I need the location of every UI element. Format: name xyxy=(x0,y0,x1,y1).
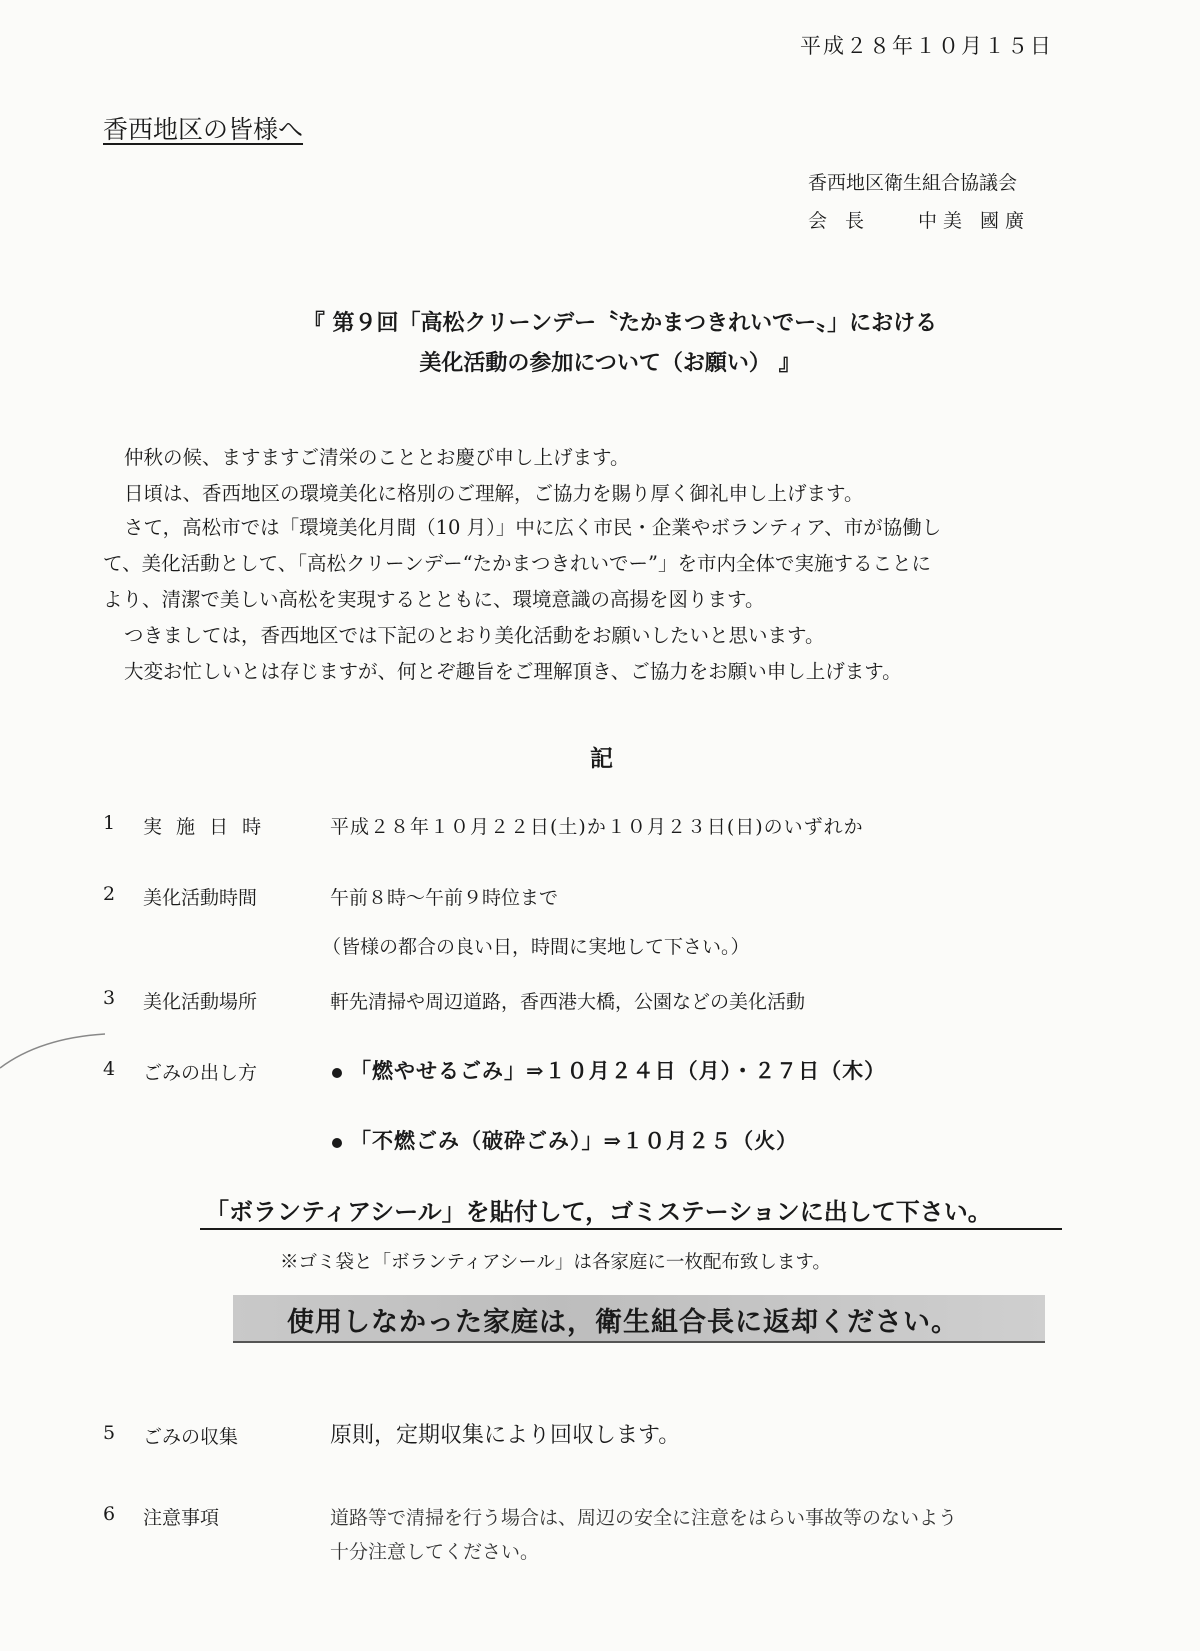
item-value-date: 平成２８年１０月２２日(土)か１０月２３日(日)のいずれか xyxy=(330,816,864,838)
body-paragraph-line: て、美化活動として、「高松クリーンデー“たかまつきれいでー”」を市内全体で実施することに xyxy=(103,552,932,575)
item-value-collection: 原則，定期収集により回収します。 xyxy=(330,1423,681,1448)
bullet-dot-icon xyxy=(332,1138,342,1148)
document-title-line1: 『 第９回「高松クリーンデー〝たかまつきれいでー〟」における xyxy=(302,310,938,336)
bullet-dot-icon xyxy=(332,1068,342,1078)
item-value-caution-line1: 道路等で清掃を行う場合は、周辺の安全に注意をはらい事故等のないよう xyxy=(330,1507,958,1529)
garbage-nonburnable-text: 「不燃ごみ（破砕ごみ）」⇒１０月２５（火） xyxy=(350,1128,799,1153)
garbage-nonburnable-item xyxy=(332,1125,798,1155)
item-number: 6 xyxy=(103,1503,116,1525)
body-paragraph-line: さて，高松市では「環境美化月間（10 月）」中に広く市民・企業やボランティア、市が協働し xyxy=(124,516,942,539)
item-value-place: 軒先清掃や周辺道路，香西港大橋，公園などの美化活動 xyxy=(330,991,806,1013)
return-notice: 使用しなかった家庭は，衛生組合長に返却ください。 xyxy=(287,1307,959,1338)
sender-role: 会 長 xyxy=(808,210,871,232)
letter-date: 平成２８年１０月１５日 xyxy=(800,34,1053,58)
sender-name: 中美 國廣 xyxy=(918,210,1031,232)
item-label-date: 実 施 日 時 xyxy=(143,816,266,838)
body-paragraph-line: 大変お忙しいとは存じますが、何とぞ趣旨をご理解頂き、ご協力をお願い申し上げます。 xyxy=(124,660,902,683)
item-note-time: （皆様の都合の良い日，時間に実地して下さい。） xyxy=(322,936,750,958)
body-paragraph-line: より、清潔で美しい高松を実現するとともに、環境意識の高揚を図ります。 xyxy=(103,588,765,611)
notice-underline xyxy=(200,1228,1062,1230)
sender-organization: 香西地区衛生組合協議会 xyxy=(808,172,1018,194)
item-number: 3 xyxy=(103,987,116,1009)
item-label-place: 美化活動場所 xyxy=(143,991,258,1013)
volunteer-sticker-notice: 「ボランティアシール」を貼付して，ゴミステーションに出して下さい。 xyxy=(205,1197,992,1226)
item-label-collection: ごみの収集 xyxy=(143,1426,239,1448)
garbage-burnable-item xyxy=(332,1055,886,1085)
item-label-time: 美化活動時間 xyxy=(143,887,258,909)
body-paragraph-line: 仲秋の候、ますますご清栄のこととお慶び申し上げます。 xyxy=(124,446,630,469)
addressee: 香西地区の皆様へ xyxy=(103,115,304,144)
item-value-time: 午前８時～午前９時位まで xyxy=(330,887,559,909)
body-paragraph-line: つきましては，香西地区では下記のとおり美化活動をお願いしたいと思います。 xyxy=(124,624,825,647)
body-paragraph-line: 日頃は、香西地区の環境美化に格別のご理解，ご協力を賜り厚く御礼申し上げます。 xyxy=(124,482,864,505)
ki-heading: 記 xyxy=(590,745,613,772)
document-title-line2: 美化活動の参加について（お願い） 』 xyxy=(419,350,801,376)
garbage-burnable-text: 「燃やせるごみ」⇒１０月２４日（月）・２７日（木） xyxy=(350,1058,887,1083)
item-label-garbage: ごみの出し方 xyxy=(143,1062,258,1084)
item-number: 4 xyxy=(103,1058,116,1080)
distribution-note: ※ゴミ袋と「ボランティアシール」は各家庭に一枚配布致します。 xyxy=(280,1252,831,1273)
item-value-caution-line2: 十分注意してください。 xyxy=(330,1541,540,1563)
item-number: 1 xyxy=(103,812,116,834)
scan-artifact-curve xyxy=(0,1030,110,1070)
item-number: 2 xyxy=(103,883,116,905)
item-number: 5 xyxy=(103,1422,116,1444)
item-label-caution: 注意事項 xyxy=(143,1507,220,1529)
